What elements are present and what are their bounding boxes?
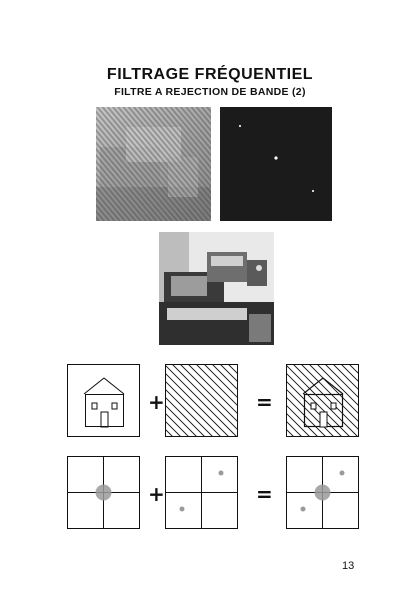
noisy-image-photo — [96, 107, 211, 221]
plus-operator: + — [148, 390, 165, 414]
page-title: FILTRAGE FRÉQUENTIEL — [106, 66, 314, 83]
combined-peaks-box — [286, 456, 359, 534]
spectrum-photo — [220, 107, 332, 221]
equals-operator-2: = — [256, 482, 273, 506]
page-subtitle: FILTRE A REJECTION DE BANDE (2) — [114, 86, 306, 98]
hatching-box — [165, 364, 238, 442]
equals-operator: = — [256, 390, 273, 414]
filtered-result-photo — [159, 232, 274, 345]
page-number: 13 — [342, 560, 355, 572]
house-box — [67, 364, 140, 442]
center-peak-box — [67, 456, 140, 534]
house-hatched-box — [286, 364, 359, 442]
plus-operator-2: + — [148, 482, 165, 506]
two-peaks-box — [165, 456, 238, 534]
